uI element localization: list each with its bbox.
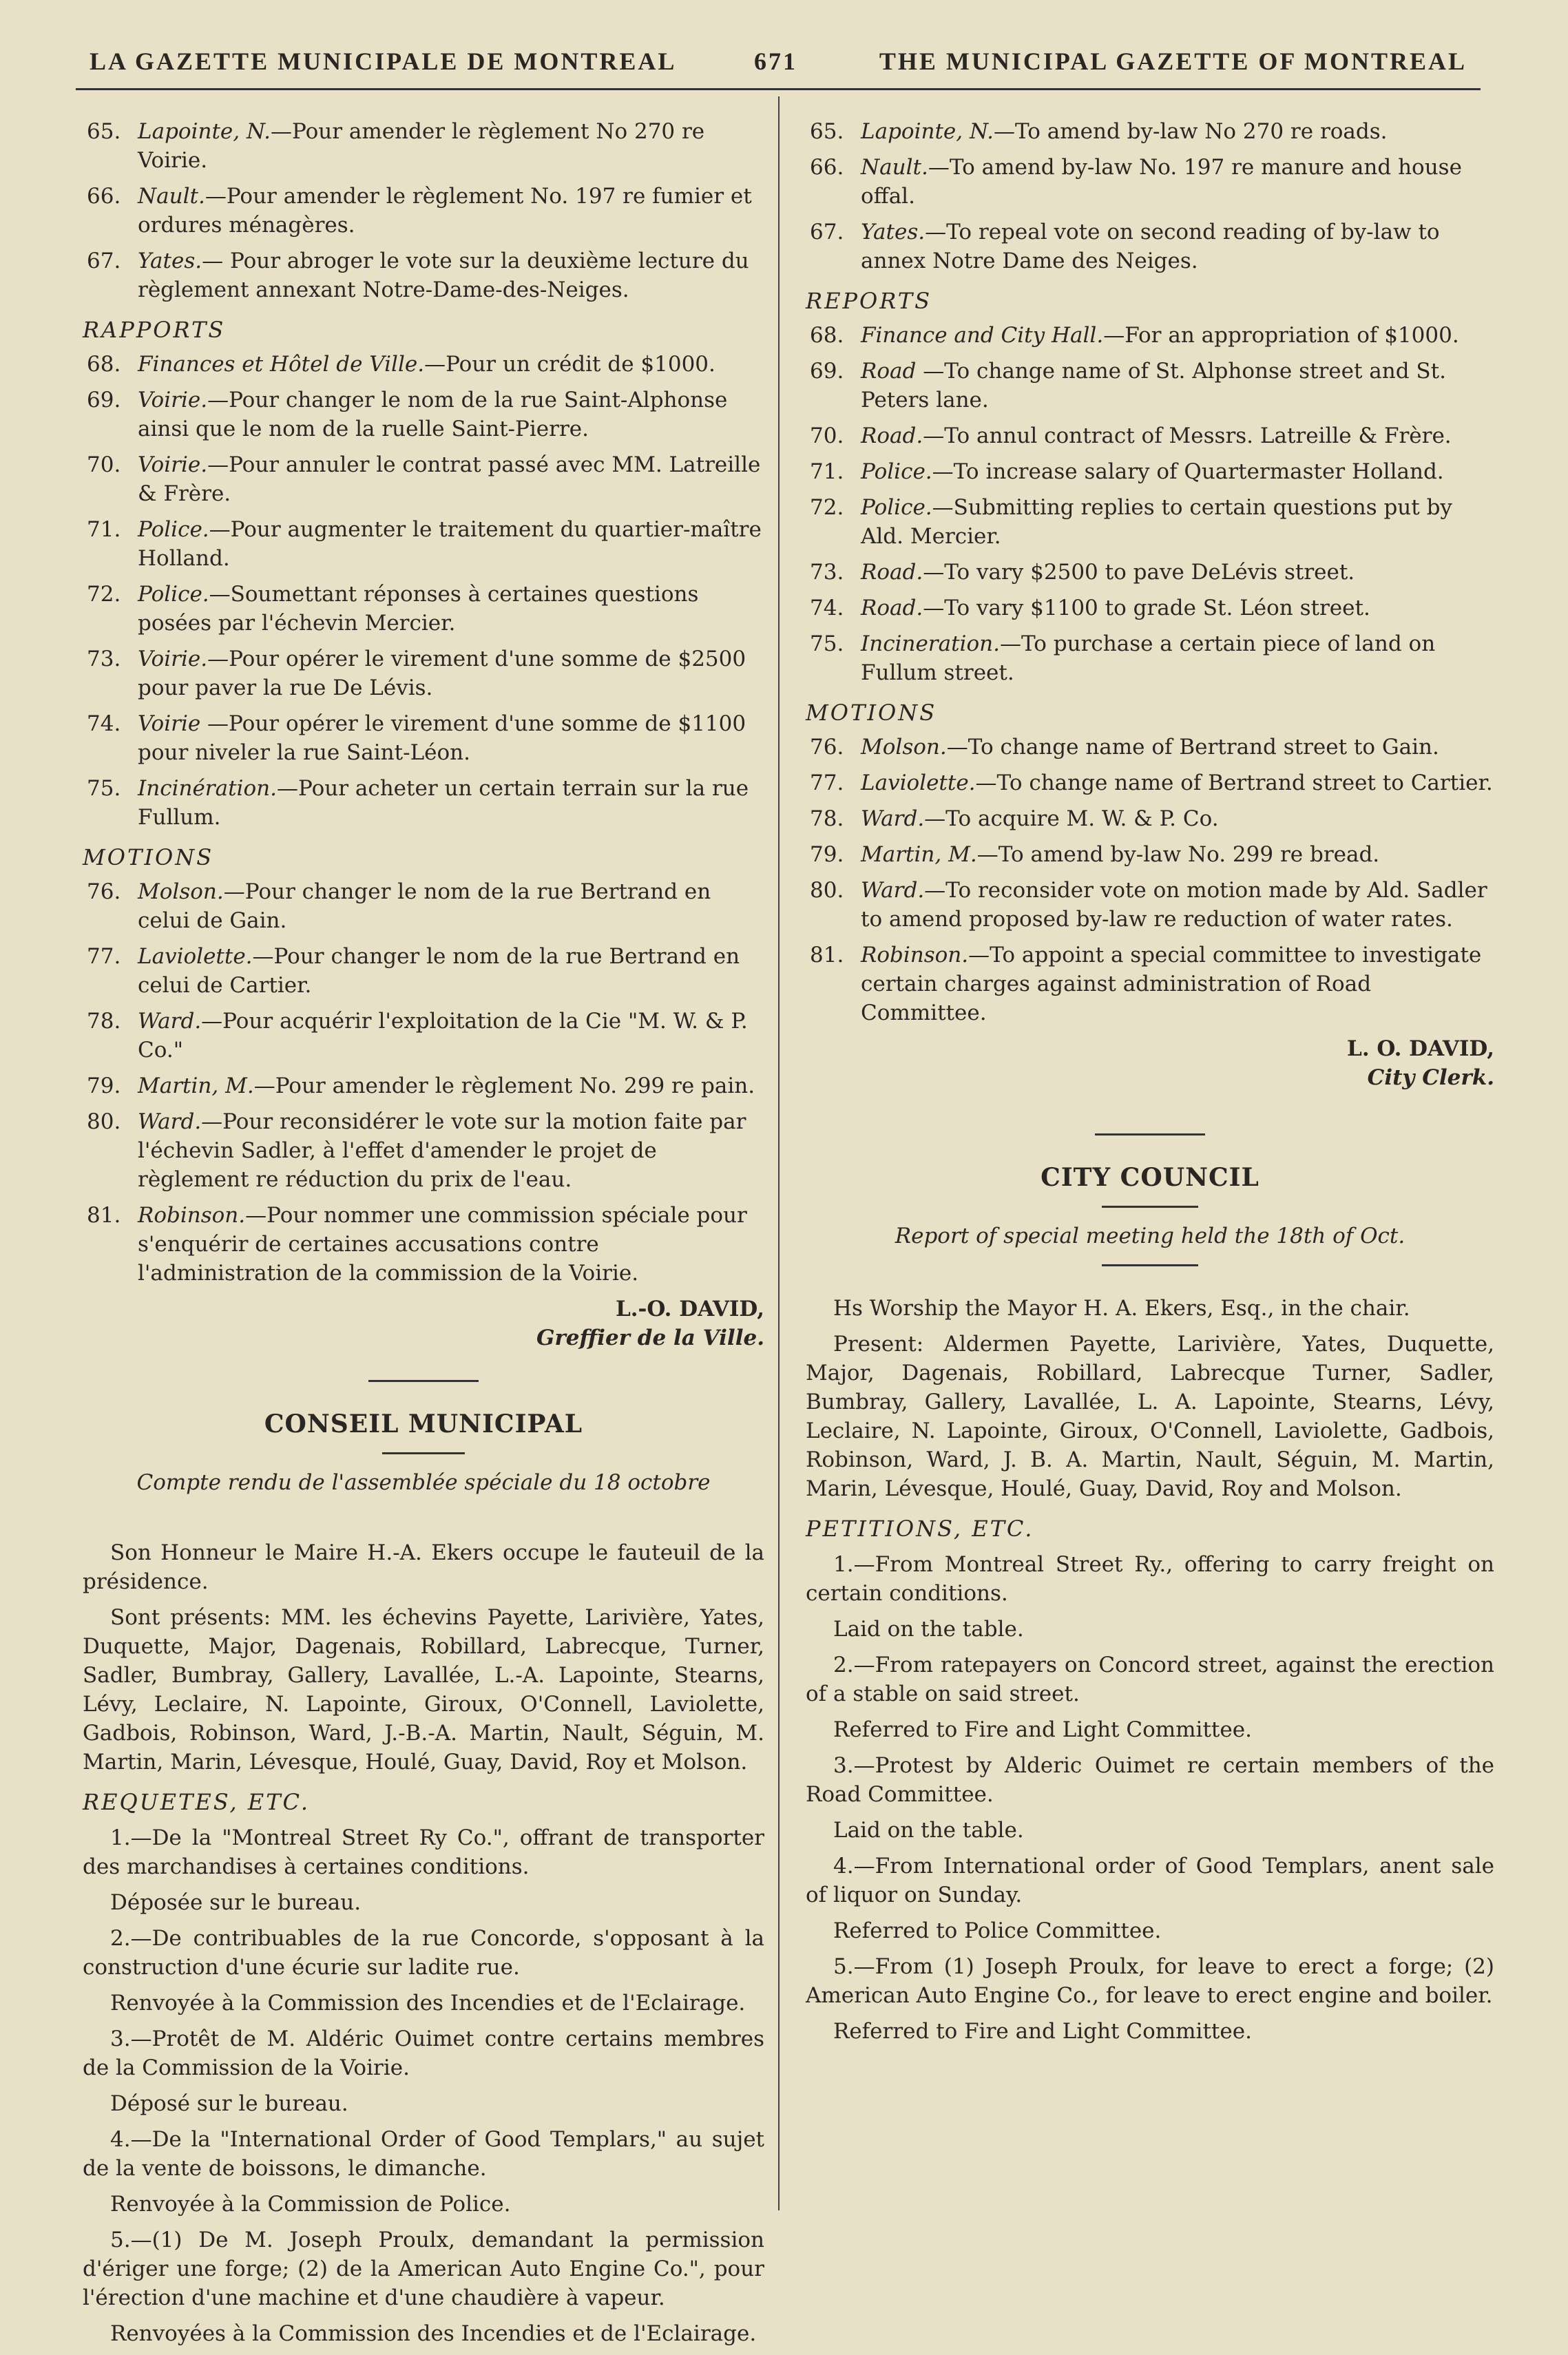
item-name: Yates. xyxy=(861,220,926,244)
item-text: —To purchase a certain piece of land on Fullum street. xyxy=(861,631,1436,685)
item-number: 73. xyxy=(810,560,844,585)
item-text: —To increase salary of Quartermaster Holland. xyxy=(932,459,1444,484)
item-number: 72. xyxy=(87,582,121,607)
item-name: Police. xyxy=(861,495,932,520)
list-item xyxy=(83,1071,764,1100)
item-number: 75. xyxy=(810,631,844,656)
item-number: 79. xyxy=(87,1074,121,1098)
paragraph: Referred to Police Committee. xyxy=(833,1918,1162,1943)
item-number: 67. xyxy=(87,249,121,273)
item-text: —Pour opérer le virement d'une somme de $1100 pour niveler la rue Saint-Léon. xyxy=(138,711,746,765)
list-item xyxy=(83,1007,764,1065)
item-text: —Pour acquérir l'exploitation de la Cie "M. W. & P. Co." xyxy=(138,1009,748,1063)
paragraph: 5.—(1) De M. Joseph Proulx, demandant la permission d'ériger une forge; (2) de la American Auto Engine Co.", pour l'érection d'une machine et d'une chaudière à vapeur. xyxy=(83,2228,764,2310)
list-item xyxy=(83,117,764,175)
item-text: — Pour abroger le vote sur la deuxième lecture du règlement annexant Notre-Dame-des-Neiges. xyxy=(138,249,749,302)
item-number: 80. xyxy=(810,878,844,903)
item-text: —To acquire M. W. & P. Co. xyxy=(924,806,1219,831)
section-rule xyxy=(1102,1264,1198,1266)
list-item xyxy=(806,457,1494,486)
list-item xyxy=(806,558,1494,587)
council-heading: CONSEIL MUNICIPAL xyxy=(264,1410,583,1438)
header-right-title: THE MUNICIPAL GAZETTE OF MONTREAL xyxy=(879,48,1467,75)
list-item xyxy=(806,153,1494,211)
item-name: Road. xyxy=(861,423,923,448)
item-text: —Pour annuler le contrat passé avec MM. Latreille & Frère. xyxy=(138,452,761,506)
item-name: Road xyxy=(861,359,917,384)
item-number: 77. xyxy=(810,771,844,795)
item-number: 74. xyxy=(87,711,121,736)
list-item xyxy=(83,1107,764,1194)
item-name: Martin, M. xyxy=(138,1074,254,1098)
french-column xyxy=(83,117,764,2355)
list-item xyxy=(83,386,764,443)
list-item xyxy=(83,247,764,304)
item-text: —Pour changer le nom de la rue Bertrand en celui de Gain. xyxy=(138,879,711,933)
list-item xyxy=(806,117,1494,146)
list-item xyxy=(83,709,764,767)
paragraph: Sont présents: MM. les échevins Payette, Larivière, Yates, Duquette, Major, Dagenais, Robillard, Labrecque, Turner, Sadler, Bumbray, Gallery, Lavallée, L.-A. Lapointe, Stearns, Lévy, Leclaire, N. Lapointe, Giroux, O'Connell, Laviolette, Gadbois, Robinson, Ward, J.-B.-A. Martin, Nault, Séguin, M. Martin, Marin, Lévesque, Houlé, Guay, David, Roy et Molson. xyxy=(83,1605,764,1775)
item-text: —To amend by-law No. 197 re manure and house offal. xyxy=(861,155,1462,209)
paragraph: Déposé sur le bureau. xyxy=(110,2091,348,2116)
list-item xyxy=(83,450,764,508)
signature-name: L.-O. DAVID, xyxy=(615,1297,764,1321)
section-rule xyxy=(1102,1206,1198,1208)
paragraph: 3.—Protest by Alderic Ouimet re certain members of the Road Committee. xyxy=(806,1753,1494,1807)
section-heading: MOTIONS xyxy=(806,700,937,726)
item-number: 78. xyxy=(810,806,844,831)
section-heading: PETITIONS, ETC. xyxy=(806,1516,1034,1542)
item-text: —To change name of Bertrand street to Cartier. xyxy=(975,771,1493,795)
item-name: Robinson. xyxy=(861,943,969,967)
motions-list xyxy=(83,877,764,1288)
signature-title: Greffier de la Ville. xyxy=(536,1326,764,1350)
petitions-list xyxy=(806,1550,1494,2046)
list-item xyxy=(806,357,1494,415)
item-text: —To vary $2500 to pave DeLévis street. xyxy=(923,560,1355,585)
item-number: 75. xyxy=(87,776,121,801)
section-rule xyxy=(368,1380,479,1382)
item-number: 81. xyxy=(87,1203,121,1228)
list-item xyxy=(806,493,1494,551)
item-name: Incineration. xyxy=(861,631,1000,656)
english-column xyxy=(806,117,1494,2053)
item-name: Molson. xyxy=(138,879,224,904)
list-item xyxy=(806,840,1494,869)
item-number: 79. xyxy=(810,842,844,867)
list-item xyxy=(83,877,764,935)
item-name: Laviolette. xyxy=(861,771,976,795)
list-item xyxy=(806,218,1494,275)
item-number: 81. xyxy=(810,943,844,967)
reports-list xyxy=(806,321,1494,687)
item-number: 76. xyxy=(810,735,844,760)
item-name: Road. xyxy=(861,596,923,620)
paragraph: Renvoyée à la Commission des Incendies et de l'Eclairage. xyxy=(110,1991,746,2016)
item-text: —To change name of St. Alphonse street and St. Peters lane. xyxy=(861,359,1446,412)
paragraph: 2.—From ratepayers on Concord street, against the erection of a stable on said street. xyxy=(806,1653,1494,1706)
item-number: 77. xyxy=(87,944,121,969)
item-text: —To reconsider vote on motion made by Ald. Sadler to amend proposed by-law re reduction of water rates. xyxy=(861,878,1487,932)
signature-title: City Clerk. xyxy=(1367,1065,1494,1090)
item-number: 66. xyxy=(810,155,844,180)
list-item xyxy=(83,1201,764,1288)
signature-name: L. O. DAVID, xyxy=(1347,1036,1494,1061)
item-text: —Submitting replies to certain questions put by Ald. Mercier. xyxy=(861,495,1452,549)
item-number: 65. xyxy=(87,119,121,144)
item-name: Finances et Hôtel de Ville. xyxy=(138,352,425,377)
item-name: Nault. xyxy=(138,184,205,209)
item-name: Yates. xyxy=(138,249,202,273)
item-number: 76. xyxy=(87,879,121,904)
items-top xyxy=(806,117,1494,275)
item-text: —To amend by-law No. 299 re bread. xyxy=(976,842,1380,867)
paragraph: 4.—De la "International Order of Good Templars," au sujet de la vente de boissons, le dimanche. xyxy=(83,2127,764,2181)
council-subtitle: Report of special meeting held the 18th of Oct. xyxy=(895,1224,1405,1248)
item-name: Voirie. xyxy=(138,452,208,477)
list-item xyxy=(806,321,1494,350)
list-item xyxy=(806,421,1494,450)
council-subtitle: Compte rendu de l'assemblée spéciale du 18 octobre xyxy=(136,1470,711,1495)
paragraph: 5.—From (1) Joseph Proulx, for leave to erect a forge; (2) American Auto Engine Co., for leave to erect engine and boiler. xyxy=(806,1954,1494,2008)
item-name: Police. xyxy=(861,459,932,484)
item-number: 65. xyxy=(810,119,844,144)
list-item xyxy=(83,350,764,379)
item-number: 78. xyxy=(87,1009,121,1034)
list-item xyxy=(806,733,1494,762)
item-name: Voirie xyxy=(138,711,201,736)
section-heading: MOTIONS xyxy=(83,844,214,870)
list-item xyxy=(83,942,764,1000)
council-heading: CITY COUNCIL xyxy=(1041,1163,1259,1192)
paragraph: Referred to Fire and Light Committee. xyxy=(833,2019,1252,2044)
item-name: Police. xyxy=(138,582,209,607)
item-name: Police. xyxy=(138,517,209,542)
item-name: Laviolette. xyxy=(138,944,253,969)
item-text: —To annul contract of Messrs. Latreille & Frère. xyxy=(923,423,1452,448)
item-name: Voirie. xyxy=(138,388,208,412)
signature-block xyxy=(83,1295,764,1352)
page-header xyxy=(83,47,1474,88)
item-name: Robinson. xyxy=(138,1203,246,1228)
item-number: 70. xyxy=(810,423,844,448)
item-text: —Pour changer le nom de la rue Bertrand en celui de Cartier. xyxy=(138,944,740,998)
item-number: 68. xyxy=(810,323,844,348)
header-rule xyxy=(76,88,1481,90)
item-text: —To vary $1100 to grade St. Léon street. xyxy=(923,596,1370,620)
item-text: —To repeal vote on second reading of by-law to annex Notre Dame des Neiges. xyxy=(861,220,1440,273)
item-text: —Pour un crédit de $1000. xyxy=(424,352,715,377)
item-name: Molson. xyxy=(861,735,947,760)
item-text: —To change name of Bertrand street to Gain. xyxy=(946,735,1439,760)
item-number: 72. xyxy=(810,495,844,520)
paragraph: Referred to Fire and Light Committee. xyxy=(833,1717,1252,1742)
item-name: Martin, M. xyxy=(861,842,977,867)
paragraph: 4.—From International order of Good Templars, anent sale of liquor on Sunday. xyxy=(806,1854,1494,1907)
list-item xyxy=(806,594,1494,622)
item-text: —Pour amender le règlement No 270 re Voirie. xyxy=(138,119,705,173)
list-item xyxy=(83,645,764,702)
motions-list xyxy=(806,733,1494,1027)
item-text: —Pour acheter un certain terrain sur la rue Fullum. xyxy=(138,776,749,830)
item-text: —Pour augmenter le traitement du quartier-maître Holland. xyxy=(138,517,762,571)
paragraph: 2.—De contribuables de la rue Concorde, s'opposant à la construction d'une écurie sur ladite rue. xyxy=(83,1926,764,1980)
list-item xyxy=(83,182,764,240)
item-number: 71. xyxy=(87,517,121,542)
header-left-title: LA GAZETTE MUNICIPALE DE MONTREAL xyxy=(90,48,677,75)
rapports-list xyxy=(83,350,764,832)
items-top xyxy=(83,117,764,304)
section-heading: REPORTS xyxy=(806,288,932,314)
list-item xyxy=(806,629,1494,687)
list-item xyxy=(83,515,764,573)
item-name: Ward. xyxy=(861,806,925,831)
paragraph: 1.—From Montreal Street Ry., offering to carry freight on certain conditions. xyxy=(806,1552,1494,1606)
list-item xyxy=(83,580,764,638)
item-text: —Soumettant réponses à certaines questions posées par l'échevin Mercier. xyxy=(138,582,699,636)
item-number: 69. xyxy=(87,388,121,412)
item-number: 71. xyxy=(810,459,844,484)
item-name: Incinération. xyxy=(138,776,277,801)
item-text: —Pour amender le règlement No. 197 re fumier et ordures ménagères. xyxy=(138,184,752,238)
section-heading: RAPPORTS xyxy=(83,317,226,343)
section-heading: REQUETES, ETC. xyxy=(83,1789,311,1815)
item-name: Finance and City Hall. xyxy=(861,323,1104,348)
paragraph: Son Honneur le Maire H.-A. Ekers occupe le fauteuil de la présidence. xyxy=(83,1540,764,1594)
item-number: 70. xyxy=(87,452,121,477)
paragraph: Hs Worship the Mayor H. A. Ekers, Esq., in the chair. xyxy=(833,1296,1410,1321)
item-name: Voirie. xyxy=(138,647,208,671)
item-name: Road. xyxy=(861,560,923,585)
item-name: Lapointe, N. xyxy=(138,119,271,144)
item-text: —Pour reconsidérer le vote sur la motion faite par l'échevin Sadler, à l'effet d'amender le projet de règlement re réduction du prix de l'eau. xyxy=(138,1109,746,1192)
column-divider xyxy=(778,96,780,2210)
item-text: —Pour opérer le virement d'une somme de $2500 pour paver la rue De Lévis. xyxy=(138,647,746,700)
item-name: Lapointe, N. xyxy=(861,119,994,144)
item-number: 67. xyxy=(810,220,844,244)
paragraph: Present: Aldermen Payette, Larivière, Yates, Duquette, Major, Dagenais, Robillard, Labrecque Turner, Sadler, Bumbray, Gallery, Lavallée, L. A. Lapointe, Stearns, Lévy, Leclaire, N. Lapointe, Giroux, O'Connell, Laviolette, Gadbois, Robinson, Ward, J. B. A. Martin, Nault, Séguin, M. Martin, Marin, Lévesque, Houlé, Guay, David, Roy and Molson. xyxy=(806,1332,1494,1501)
item-text: —To appoint a special committee to investigate certain charges against administration of Road Committee. xyxy=(861,943,1482,1025)
paragraph: Laid on the table. xyxy=(833,1818,1024,1843)
paragraph: Laid on the table. xyxy=(833,1617,1024,1642)
paragraph: Déposée sur le bureau. xyxy=(110,1890,362,1915)
item-name: Ward. xyxy=(861,878,925,903)
paragraph: Renvoyée à la Commission de Police. xyxy=(110,2192,511,2217)
item-name: Nault. xyxy=(861,155,928,180)
paragraph: Renvoyées à la Commission des Incendies et de l'Eclairage. xyxy=(110,2321,757,2346)
item-number: 74. xyxy=(810,596,844,620)
list-item xyxy=(806,768,1494,797)
paragraph: 3.—Protêt de M. Aldéric Ouimet contre certains membres de la Commission de la Voirie. xyxy=(83,2027,764,2080)
item-name: Ward. xyxy=(138,1109,202,1134)
item-number: 73. xyxy=(87,647,121,671)
paragraph: 1.—De la "Montreal Street Ry Co.", offrant de transporter des marchandises à certaines conditions. xyxy=(83,1825,764,1879)
item-text: —Pour changer le nom de la rue Saint-Alphonse ainsi que le nom de la ruelle Saint-Pierre. xyxy=(138,388,728,441)
item-text: —Pour amender le règlement No. 299 re pain. xyxy=(253,1074,755,1098)
list-item xyxy=(806,804,1494,833)
item-number: 80. xyxy=(87,1109,121,1134)
item-text: —Pour nommer une commission spéciale pour s'enquérir de certaines accusations contre l'administration de la commission de la Voirie. xyxy=(138,1203,747,1286)
list-item xyxy=(83,774,764,832)
item-number: 68. xyxy=(87,352,121,377)
item-name: Ward. xyxy=(138,1009,202,1034)
item-text: —For an appropriation of $1000. xyxy=(1103,323,1459,348)
page-number: 671 xyxy=(754,48,797,75)
section-rule xyxy=(382,1452,465,1454)
list-item xyxy=(806,941,1494,1027)
requests-list xyxy=(83,1823,764,2348)
item-number: 69. xyxy=(810,359,844,384)
section-rule xyxy=(1095,1133,1205,1135)
list-item xyxy=(806,876,1494,934)
item-text: —To amend by-law No 270 re roads. xyxy=(993,119,1388,144)
signature-block xyxy=(806,1034,1494,1092)
item-number: 66. xyxy=(87,184,121,209)
